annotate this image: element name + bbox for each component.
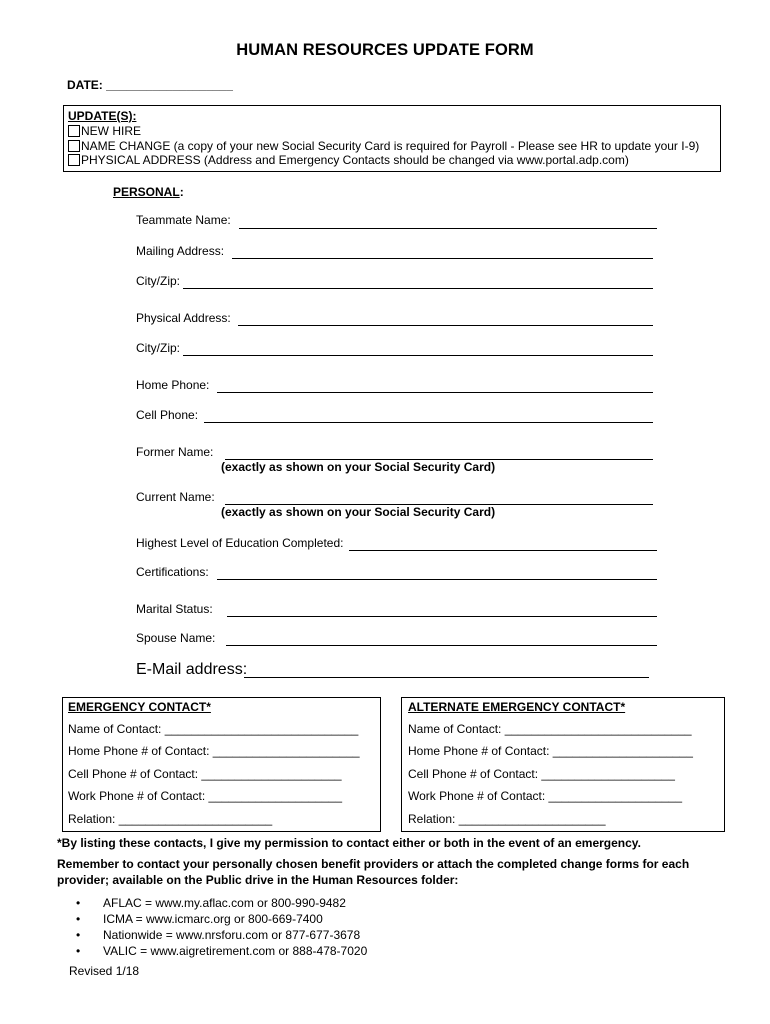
physical-city-zip-input[interactable] [183,355,653,356]
current-name-label: Current Name: [136,490,215,504]
date-field[interactable]: DATE: ___________________ [67,78,233,92]
mailing-city-zip-input[interactable] [183,288,653,289]
former-name-note: (exactly as shown on your Social Security Card) [221,460,496,474]
bullet-icon: • [76,944,81,958]
name-change-checkbox[interactable] [68,140,80,152]
new-hire-checkbox[interactable] [68,125,80,137]
certifications-input[interactable] [217,579,657,580]
bullet-icon: • [76,912,81,926]
provider-text: Nationwide = www.nrsforu.com or 877-677-3678 [103,928,361,942]
physical-address-input[interactable] [238,325,653,326]
email-input[interactable] [244,677,649,678]
alternate-home-phone-field[interactable]: Home Phone # of Contact: _____________________ [408,744,693,758]
email-label: E-Mail address: [136,661,248,678]
update-option-label: NAME CHANGE (a copy of your new Social Security Card is required for Payroll - Please see HR to update your I-9) [81,139,700,153]
emergency-name-field[interactable]: Name of Contact: _____________________________ [68,722,359,736]
update-option-physical-address[interactable] [68,153,629,167]
physical-city-zip-label: City/Zip: [136,341,181,355]
provider-text: VALIC = www.aigretirement.com or 888-478-7020 [103,944,368,958]
emergency-work-phone-field[interactable]: Work Phone # of Contact: ____________________ [68,789,342,803]
personal-heading [113,185,184,199]
provider-item [76,944,367,958]
mailing-address-input[interactable] [232,258,653,259]
emergency-cell-phone-field[interactable]: Cell Phone # of Contact: _____________________ [68,767,342,781]
education-input[interactable] [349,550,657,551]
home-phone-input[interactable] [217,392,653,393]
permission-note: *By listing these contacts, I give my permission to contact either or both in the event of an emergency. [57,836,641,850]
form-title: HUMAN RESOURCES UPDATE FORM [236,41,534,59]
provider-item [76,896,346,910]
bullet-icon: • [76,896,81,910]
emergency-home-phone-field[interactable]: Home Phone # of Contact: ______________________ [68,744,360,758]
alternate-work-phone-field[interactable]: Work Phone # of Contact: ____________________ [408,789,682,803]
marital-status-input[interactable] [227,616,657,617]
alternate-name-field[interactable]: Name of Contact: ____________________________ [408,722,692,736]
updates-heading: UPDATE(S): [68,109,137,123]
teammate-name-input[interactable] [239,228,657,229]
mailing-city-zip-label: City/Zip: [136,274,181,288]
reminder-line-2: provider; available on the Public drive in the Human Resources folder: [57,873,459,887]
alternate-cell-phone-field[interactable]: Cell Phone # of Contact: ____________________ [408,767,675,781]
marital-status-label: Marital Status: [136,602,213,616]
alternate-contact-heading: ALTERNATE EMERGENCY CONTACT* [408,700,626,714]
reminder-line-1: Remember to contact your personally chosen benefit providers or attach the completed change forms for each [57,857,690,871]
update-option-name-change[interactable] [68,139,699,153]
update-option-label: PHYSICAL ADDRESS (Address and Emergency Contacts should be changed via www.portal.adp.com) [81,153,629,167]
spouse-name-input[interactable] [226,645,657,646]
provider-item [76,912,323,926]
certifications-label: Certifications: [136,565,209,579]
provider-text: AFLAC = www.my.aflac.com or 800-990-9482 [103,896,346,910]
physical-address-checkbox[interactable] [68,154,80,166]
spouse-name-label: Spouse Name: [136,631,216,645]
physical-address-label: Physical Address: [136,311,231,325]
emergency-relation-field[interactable]: Relation: _______________________ [68,812,273,826]
teammate-name-label: Teammate Name: [136,213,231,227]
mailing-address-label: Mailing Address: [136,244,225,258]
alternate-relation-field[interactable]: Relation: ______________________ [408,812,606,826]
provider-text: ICMA = www.icmarc.org or 800-669-7400 [103,912,323,926]
current-name-note: (exactly as shown on your Social Security Card) [221,505,496,519]
update-option-new-hire[interactable] [68,124,141,138]
cell-phone-input[interactable] [204,422,653,423]
former-name-label: Former Name: [136,445,214,459]
home-phone-label: Home Phone: [136,378,210,392]
provider-item [76,928,360,942]
personal-heading-colon: : [179,185,184,199]
bullet-icon: • [76,928,81,942]
update-option-label: NEW HIRE [81,124,141,138]
cell-phone-label: Cell Phone: [136,408,199,422]
emergency-contact-heading: EMERGENCY CONTACT* [68,700,211,714]
revision-label: Revised 1/18 [69,964,140,978]
personal-heading-text: PERSONAL [113,185,180,199]
education-label: Highest Level of Education Completed: [136,536,344,550]
